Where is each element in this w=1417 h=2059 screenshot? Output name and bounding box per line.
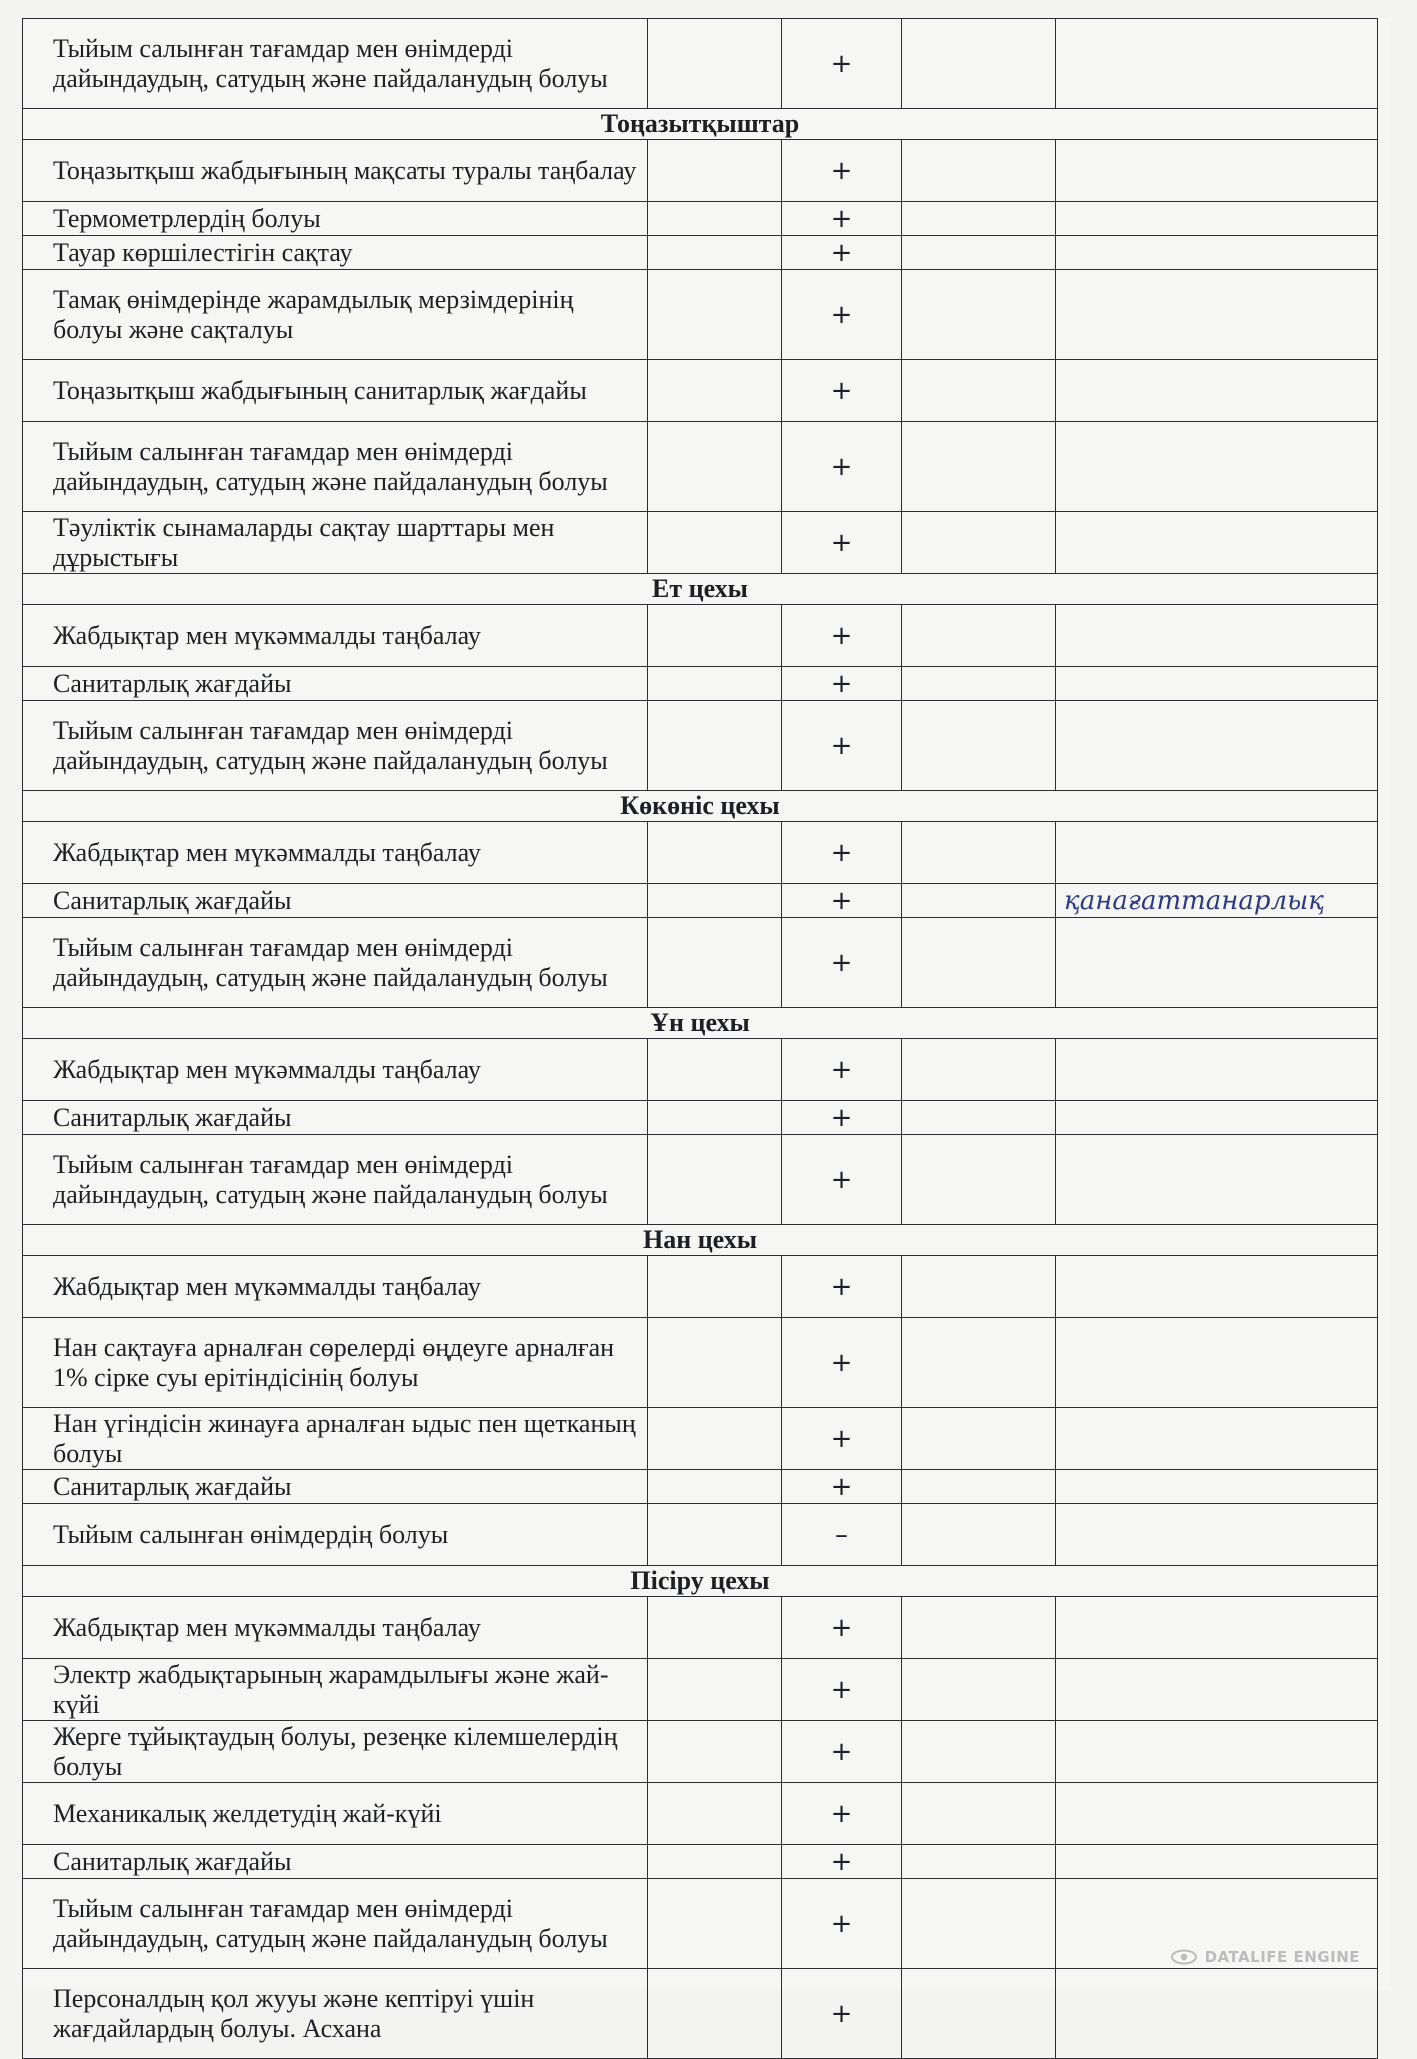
section-title: Ет цехы [23, 574, 1378, 605]
eye-logo-icon [1171, 1949, 1197, 1965]
checklist-row [23, 1135, 1378, 1225]
blank-cell [902, 1470, 1056, 1504]
handwritten-note [1056, 1969, 1378, 2059]
blank-cell [902, 140, 1056, 202]
compliance-mark: + [782, 918, 902, 1008]
handwritten-note [1056, 1659, 1378, 1721]
inspection-checklist-table [22, 18, 1378, 2059]
checklist-row [23, 360, 1378, 422]
handwritten-note [1056, 512, 1378, 574]
checklist-row [23, 1597, 1378, 1659]
blank-cell [902, 1659, 1056, 1721]
compliance-mark: + [782, 1318, 902, 1408]
compliance-mark: + [782, 1408, 902, 1470]
blank-cell [902, 1721, 1056, 1783]
compliance-mark: + [782, 605, 902, 667]
criterion-text: Жабдықтар мен мүкәммалды таңбалау [23, 1597, 648, 1659]
blank-cell [648, 822, 782, 884]
handwritten-note [1056, 1597, 1378, 1659]
criterion-text: Тыйым салынған өнімдердің болуы [23, 1504, 648, 1566]
criterion-text: Тауар көршілестігін сақтау [23, 236, 648, 270]
blank-cell [648, 512, 782, 574]
checklist-row [23, 884, 1378, 918]
compliance-mark: + [782, 822, 902, 884]
checklist-row [23, 1783, 1378, 1845]
blank-cell [902, 270, 1056, 360]
blank-cell [648, 1408, 782, 1470]
compliance-mark: + [782, 236, 902, 270]
checklist-row [23, 701, 1378, 791]
checklist-row [23, 1256, 1378, 1318]
handwritten-note [1056, 667, 1378, 701]
criterion-text: Механикалық желдетудің жай-күйі [23, 1783, 648, 1845]
compliance-mark: + [782, 270, 902, 360]
blank-cell [648, 1879, 782, 1969]
criterion-text: Жабдықтар мен мүкәммалды таңбалау [23, 822, 648, 884]
compliance-mark: + [782, 1135, 902, 1225]
section-header-row [23, 791, 1378, 822]
compliance-mark: + [782, 512, 902, 574]
blank-cell [902, 1845, 1056, 1879]
blank-cell [902, 1504, 1056, 1566]
compliance-mark: + [782, 1659, 902, 1721]
compliance-mark: + [782, 1597, 902, 1659]
section-title: Көкөніс цехы [23, 791, 1378, 822]
blank-cell [902, 1039, 1056, 1101]
blank-cell [648, 1256, 782, 1318]
blank-cell [648, 236, 782, 270]
checklist-row [23, 1101, 1378, 1135]
handwritten-note [1056, 1504, 1378, 1566]
handwritten-note [1056, 1039, 1378, 1101]
handwritten-note [1056, 1101, 1378, 1135]
criterion-text: Санитарлық жағдайы [23, 667, 648, 701]
compliance-mark: + [782, 1879, 902, 1969]
blank-cell [648, 422, 782, 512]
blank-cell [648, 1659, 782, 1721]
blank-cell [902, 1135, 1056, 1225]
blank-cell [648, 918, 782, 1008]
criterion-text: Тоңазытқыш жабдығының мақсаты туралы таңбалау [23, 140, 648, 202]
watermark [1171, 1948, 1360, 1966]
blank-cell [902, 1256, 1056, 1318]
section-title: Тоңазытқыштар [23, 109, 1378, 140]
checklist-row [23, 202, 1378, 236]
compliance-mark: + [782, 422, 902, 512]
criterion-text: Санитарлық жағдайы [23, 1845, 648, 1879]
criterion-text: Тәуліктік сынамаларды сақтау шарттары мен дұрыстығы [23, 512, 648, 574]
blank-cell [902, 1783, 1056, 1845]
blank-cell [902, 918, 1056, 1008]
criterion-text: Тыйым салынған тағамдар мен өнімдерді дайындаудың, сатудың және пайдаланудың болуы [23, 1135, 648, 1225]
criterion-text: Нан сақтауға арналған сөрелерді өңдеуге арналған 1% сірке суы ерітіндісінің болуы [23, 1318, 648, 1408]
checklist-row [23, 1659, 1378, 1721]
checklist-row [23, 236, 1378, 270]
criterion-text: Жабдықтар мен мүкәммалды таңбалау [23, 1256, 648, 1318]
criterion-text: Тыйым салынған тағамдар мен өнімдерді дайындаудың, сатудың және пайдаланудың болуы [23, 701, 648, 791]
blank-cell [648, 202, 782, 236]
compliance-mark: + [782, 1256, 902, 1318]
blank-cell [902, 202, 1056, 236]
checklist-row [23, 140, 1378, 202]
blank-cell [648, 360, 782, 422]
criterion-text: Тыйым салынған тағамдар мен өнімдерді дайындаудың, сатудың және пайдаланудың болуы [23, 918, 648, 1008]
handwritten-note [1056, 19, 1378, 109]
blank-cell [902, 822, 1056, 884]
blank-cell [648, 1721, 782, 1783]
section-header-row [23, 574, 1378, 605]
criterion-text: Жерге тұйықтаудың болуы, резеңке кілемшелердің болуы [23, 1721, 648, 1783]
handwritten-note [1056, 918, 1378, 1008]
blank-cell [648, 605, 782, 667]
criterion-text: Жабдықтар мен мүкәммалды таңбалау [23, 605, 648, 667]
blank-cell [902, 605, 1056, 667]
blank-cell [902, 512, 1056, 574]
blank-cell [648, 140, 782, 202]
criterion-text: Санитарлық жағдайы [23, 884, 648, 918]
blank-cell [902, 1318, 1056, 1408]
blank-cell [648, 19, 782, 109]
blank-cell [902, 1408, 1056, 1470]
checklist-row [23, 918, 1378, 1008]
checklist-row [23, 1039, 1378, 1101]
section-title: Пісіру цехы [23, 1566, 1378, 1597]
criterion-text: Тамақ өнімдерінде жарамдылық мерзімдерінің болуы және сақталуы [23, 270, 648, 360]
handwritten-note [1056, 1721, 1378, 1783]
compliance-mark: + [782, 1039, 902, 1101]
blank-cell [648, 1470, 782, 1504]
blank-cell [648, 1504, 782, 1566]
checklist-row [23, 422, 1378, 512]
compliance-mark: + [782, 1470, 902, 1504]
checklist-row [23, 512, 1378, 574]
checklist-row [23, 1969, 1378, 2059]
blank-cell [902, 422, 1056, 512]
handwritten-note [1056, 605, 1378, 667]
criterion-text: Персоналдың қол жууы және кептіруі үшін жағдайлардың болуы. Асхана [23, 1969, 648, 2059]
criterion-text: Электр жабдықтарының жарамдылығы және жай-күйі [23, 1659, 648, 1721]
criterion-text: Санитарлық жағдайы [23, 1101, 648, 1135]
handwritten-note [1056, 270, 1378, 360]
blank-cell [648, 270, 782, 360]
criterion-text: Нан үгіндісін жинауға арналған ыдыс пен щетканың болуы [23, 1408, 648, 1470]
compliance-mark: + [782, 360, 902, 422]
blank-cell [902, 19, 1056, 109]
blank-cell [902, 1101, 1056, 1135]
blank-cell [648, 1039, 782, 1101]
handwritten-note [1056, 822, 1378, 884]
criterion-text: Тоңазытқыш жабдығының санитарлық жағдайы [23, 360, 648, 422]
handwritten-note [1056, 1318, 1378, 1408]
handwritten-note [1056, 1783, 1378, 1845]
blank-cell [648, 1318, 782, 1408]
checklist-row [23, 822, 1378, 884]
watermark-text: DATALIFE ENGINE [1204, 1948, 1360, 1966]
handwritten-note [1056, 422, 1378, 512]
handwritten-note [1056, 140, 1378, 202]
handwritten-note [1056, 1470, 1378, 1504]
blank-cell [648, 1783, 782, 1845]
criterion-text: Жабдықтар мен мүкәммалды таңбалау [23, 1039, 648, 1101]
checklist-row [23, 270, 1378, 360]
section-title: Нан цехы [23, 1225, 1378, 1256]
blank-cell [648, 1101, 782, 1135]
handwritten-note [1056, 1408, 1378, 1470]
blank-cell [902, 1597, 1056, 1659]
compliance-mark: + [782, 1845, 902, 1879]
blank-cell [902, 667, 1056, 701]
compliance-mark: + [782, 667, 902, 701]
checklist-row [23, 667, 1378, 701]
compliance-mark: + [782, 1101, 902, 1135]
blank-cell [902, 360, 1056, 422]
blank-cell [648, 667, 782, 701]
section-header-row [23, 109, 1378, 140]
criterion-text: Тыйым салынған тағамдар мен өнімдерді дайындаудың, сатудың және пайдаланудың болуы [23, 422, 648, 512]
blank-cell [648, 1969, 782, 2059]
blank-cell [648, 701, 782, 791]
criterion-text: Тыйым салынған тағамдар мен өнімдерді дайындаудың, сатудың және пайдаланудың болуы [23, 1879, 648, 1969]
blank-cell [648, 1135, 782, 1225]
criterion-text: Термометрлердің болуы [23, 202, 648, 236]
compliance-mark: + [782, 1721, 902, 1783]
handwritten-note [1056, 701, 1378, 791]
section-header-row [23, 1008, 1378, 1039]
compliance-mark: + [782, 884, 902, 918]
criterion-text: Санитарлық жағдайы [23, 1470, 648, 1504]
compliance-mark: + [782, 1783, 902, 1845]
blank-cell [902, 236, 1056, 270]
blank-cell [648, 1845, 782, 1879]
blank-cell [902, 1879, 1056, 1969]
handwritten-note: қанағаттанарлық [1056, 884, 1378, 918]
handwritten-note [1056, 1135, 1378, 1225]
handwritten-note [1056, 360, 1378, 422]
compliance-mark: + [782, 701, 902, 791]
compliance-mark: – [782, 1504, 902, 1566]
blank-cell [648, 884, 782, 918]
checklist-row [23, 1470, 1378, 1504]
compliance-mark: + [782, 202, 902, 236]
compliance-mark: + [782, 19, 902, 109]
section-title: Ұн цехы [23, 1008, 1378, 1039]
criterion-text: Тыйым салынған тағамдар мен өнімдерді дайындаудың, сатудың және пайдаланудың болуы [23, 19, 648, 109]
compliance-mark: + [782, 140, 902, 202]
checklist-row [23, 1721, 1378, 1783]
checklist-row [23, 1845, 1378, 1879]
blank-cell [648, 1597, 782, 1659]
compliance-mark: + [782, 1969, 902, 2059]
handwritten-note [1056, 1845, 1378, 1879]
handwritten-note [1056, 236, 1378, 270]
checklist-row [23, 1408, 1378, 1470]
handwritten-note [1056, 202, 1378, 236]
blank-cell [902, 1969, 1056, 2059]
checklist-row [23, 1318, 1378, 1408]
blank-cell [902, 884, 1056, 918]
checklist-row [23, 1504, 1378, 1566]
section-header-row [23, 1225, 1378, 1256]
handwritten-note [1056, 1256, 1378, 1318]
checklist-row [23, 19, 1378, 109]
checklist-sheet [22, 18, 1390, 2043]
checklist-row [23, 605, 1378, 667]
blank-cell [902, 701, 1056, 791]
section-header-row [23, 1566, 1378, 1597]
